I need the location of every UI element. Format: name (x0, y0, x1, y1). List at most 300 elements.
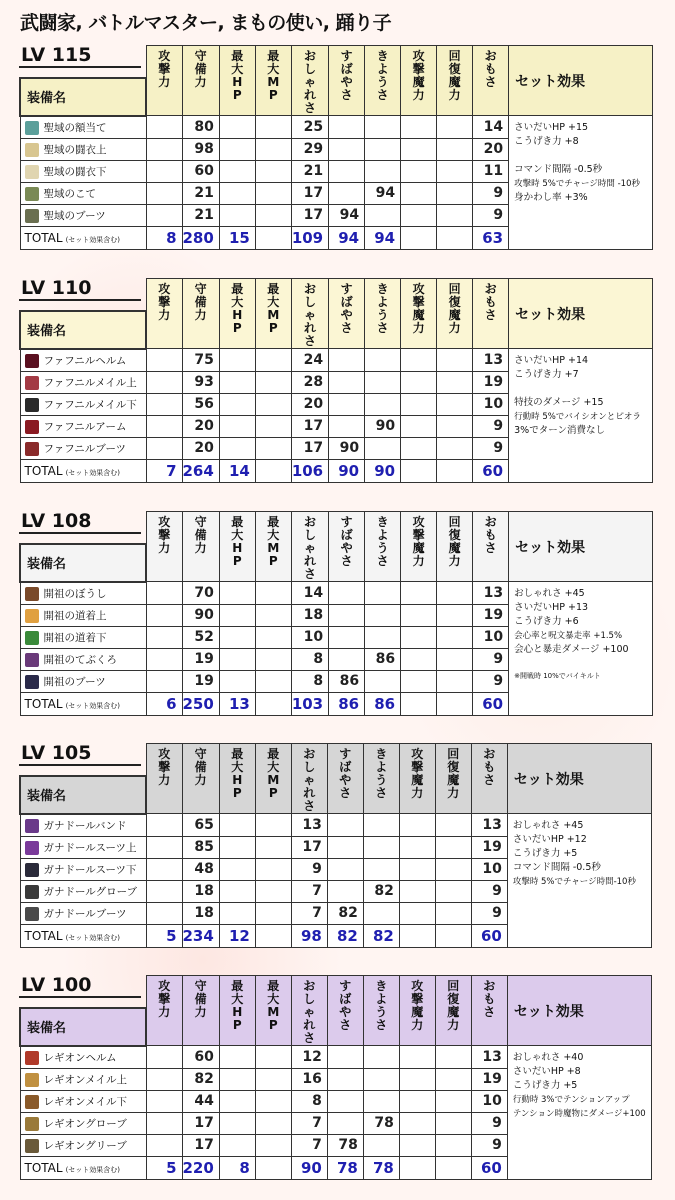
total-value (399, 924, 435, 947)
stat-value: 8 (291, 648, 328, 670)
stat-value (329, 182, 365, 204)
stat-value: 13 (473, 582, 509, 605)
stat-header (182, 744, 219, 814)
stat-header-label: おしゃれさ (303, 979, 316, 1045)
stat-header (327, 976, 363, 1046)
stat-value (329, 160, 365, 182)
stat-value: 48 (182, 858, 219, 880)
stat-value: 10 (291, 626, 328, 648)
stat-value (437, 437, 473, 459)
set-table (19, 45, 653, 250)
stat-header (401, 279, 437, 349)
stat-value (363, 1134, 399, 1156)
stat-value (435, 836, 471, 858)
stat-value (255, 349, 291, 372)
equipment-icon (25, 1095, 39, 1109)
total-label: TOTAL (24, 230, 63, 245)
stat-header-label: おしゃれさ (303, 747, 316, 813)
effect-line: 攻撃時 5%でチャージ時間-10秒 (512, 877, 636, 887)
stat-value (146, 415, 182, 437)
stat-value: 85 (182, 836, 219, 858)
stat-value (437, 349, 473, 372)
item-name: 聖域のこて (43, 187, 96, 200)
stat-value: 17 (291, 415, 328, 437)
effect-line: さいだいHP +13 (514, 602, 589, 613)
stat-value (219, 1046, 255, 1069)
stat-value (146, 902, 182, 924)
stat-value: 7 (291, 880, 327, 902)
stat-header-label: 最大HP (231, 49, 244, 102)
effect-line: コマンド間隔 -0.5秒 (514, 164, 603, 175)
total-value: 63 (473, 226, 509, 249)
total-value (255, 692, 291, 715)
stat-value: 16 (291, 1068, 327, 1090)
stat-value (401, 182, 437, 204)
stat-header (435, 744, 471, 814)
stat-value (146, 814, 182, 837)
stat-value: 9 (473, 437, 509, 459)
stat-value: 11 (473, 160, 509, 182)
stat-value: 29 (291, 138, 328, 160)
stat-value (146, 1112, 182, 1134)
stat-value (401, 582, 437, 605)
stat-value (327, 858, 363, 880)
stat-header-label: おもさ (484, 49, 497, 89)
stat-header (473, 512, 509, 582)
stat-value (435, 902, 471, 924)
stat-value (365, 604, 401, 626)
stat-header-label: すばやさ (340, 49, 353, 102)
stat-value: 9 (471, 902, 507, 924)
stat-header-label: おもさ (484, 515, 497, 555)
stat-header (363, 976, 399, 1046)
stat-header (363, 744, 399, 814)
item-name: 聖域の闘衣下 (43, 165, 107, 178)
stat-value: 7 (291, 1112, 327, 1134)
stat-header-label: 最大HP (231, 979, 244, 1032)
stat-value (399, 880, 435, 902)
item-name: 開祖のぼうし (43, 587, 107, 600)
total-value: 82 (327, 924, 363, 947)
stat-value: 10 (473, 393, 509, 415)
stat-value (437, 626, 473, 648)
stat-value: 75 (182, 349, 219, 372)
stat-value: 18 (291, 604, 328, 626)
stat-value (327, 1112, 363, 1134)
stat-header-label: 守備力 (194, 49, 207, 89)
stat-value (146, 371, 182, 393)
stat-value: 8 (291, 1090, 327, 1112)
total-note: (セット効果含む) (65, 235, 121, 244)
stat-value (219, 648, 255, 670)
stat-value (146, 1068, 182, 1090)
stat-value (435, 814, 471, 837)
set-block (19, 44, 655, 247)
stat-header-label: 最大MP (267, 49, 280, 102)
stat-value: 12 (291, 1046, 327, 1069)
stat-header-label: 攻撃力 (158, 747, 171, 787)
set-table (19, 278, 653, 483)
stat-header-label: おもさ (483, 979, 496, 1019)
table-row (20, 814, 651, 837)
stat-value (219, 204, 255, 226)
stat-value: 9 (473, 204, 509, 226)
stat-value (401, 415, 437, 437)
stat-value: 20 (291, 393, 328, 415)
stat-value (399, 1068, 435, 1090)
stat-value: 24 (291, 349, 328, 372)
stat-value (327, 836, 363, 858)
total-label-cell (20, 924, 146, 947)
stat-header-label: 回復魔力 (448, 282, 461, 335)
effect-group-1 (514, 354, 649, 382)
total-value: 90 (329, 459, 365, 482)
effect-line: 行動時 3%でテンションアップ (512, 1095, 630, 1105)
total-value: 86 (365, 692, 401, 715)
stat-value (363, 858, 399, 880)
stat-value: 13 (471, 1046, 507, 1069)
effect-line: 攻撃時 5%でチャージ時間 -10秒 (514, 179, 640, 189)
equipment-icon (25, 187, 39, 201)
total-value: 78 (327, 1156, 363, 1179)
effect-line: 特技のダメージ +15 (514, 397, 604, 408)
stat-value (219, 138, 255, 160)
stat-value (255, 1112, 291, 1134)
stat-header (146, 744, 182, 814)
equipment-icon (25, 609, 39, 623)
name-header: 装備名 (20, 1008, 146, 1046)
stat-header (399, 976, 435, 1046)
stat-header (255, 744, 291, 814)
stat-value (437, 648, 473, 670)
item-name: ファフニルアーム (43, 420, 127, 433)
stat-value (219, 437, 255, 459)
stat-value: 19 (473, 371, 509, 393)
item-name-cell (20, 858, 146, 880)
table-row (20, 1046, 651, 1069)
level-label: LV 110 (19, 278, 141, 301)
stat-value: 9 (471, 1112, 507, 1134)
stat-value: 9 (473, 670, 509, 692)
stat-header-label: すばやさ (340, 515, 353, 568)
item-name: レギオンヘルム (43, 1051, 117, 1064)
stat-value: 19 (471, 1068, 507, 1090)
effect-line: 会心率と呪文暴走率 +1.5% (514, 631, 623, 641)
stat-value (219, 1112, 255, 1134)
total-label: TOTAL (24, 696, 63, 711)
item-name-cell (20, 626, 146, 648)
stat-value: 90 (329, 437, 365, 459)
total-value: 264 (182, 459, 219, 482)
stat-value: 20 (473, 138, 509, 160)
equipment-icon (25, 376, 39, 390)
stat-value (219, 1090, 255, 1112)
stat-value (365, 393, 401, 415)
equipment-icon (25, 398, 39, 412)
stat-value: 17 (182, 1134, 219, 1156)
total-value (437, 459, 473, 482)
stat-value (255, 648, 291, 670)
effect-group-2 (514, 629, 649, 657)
stat-value (219, 604, 255, 626)
stat-value (219, 349, 255, 372)
stat-value: 94 (329, 204, 365, 226)
stat-header (219, 744, 255, 814)
total-value: 5 (146, 924, 182, 947)
equipment-icon (25, 1139, 39, 1153)
stat-value: 18 (182, 902, 219, 924)
stat-value: 14 (291, 582, 328, 605)
stat-value (146, 1046, 182, 1069)
total-label-cell (20, 1156, 146, 1179)
item-name-cell (20, 1068, 146, 1090)
level-label: LV 105 (19, 743, 141, 766)
stat-value (399, 858, 435, 880)
stat-header (255, 279, 291, 349)
stat-value: 19 (182, 670, 219, 692)
stat-header-label: 最大HP (231, 515, 244, 568)
item-name-cell (20, 371, 146, 393)
stat-header (435, 976, 471, 1046)
stat-header-label: 攻撃力 (158, 49, 171, 89)
stat-value (255, 1090, 291, 1112)
stat-value (365, 437, 401, 459)
item-name: ファフニルヘルム (43, 354, 127, 367)
stat-value: 52 (182, 626, 219, 648)
equipment-icon (25, 354, 39, 368)
equipment-icon (25, 907, 39, 921)
stat-value (435, 880, 471, 902)
stat-value: 86 (365, 648, 401, 670)
stat-value (365, 349, 401, 372)
stat-value (255, 670, 291, 692)
stat-header (146, 46, 182, 116)
equipment-icon (25, 631, 39, 645)
stat-value (365, 138, 401, 160)
stat-header-label: おしゃれさ (303, 515, 316, 581)
stat-value (146, 160, 182, 182)
page-title: 武闘家, バトルマスター, まもの使い, 踊り子 (20, 12, 392, 34)
stat-value: 18 (182, 880, 219, 902)
effect-line: こうげき力 +5 (512, 1080, 578, 1091)
total-value: 103 (291, 692, 328, 715)
total-value (401, 226, 437, 249)
stat-header (182, 279, 219, 349)
item-name-cell (20, 138, 146, 160)
item-name-cell (20, 182, 146, 204)
stat-header (255, 46, 291, 116)
stat-header (182, 976, 219, 1046)
stat-value (399, 1090, 435, 1112)
table-row (20, 582, 653, 605)
item-name-cell (20, 1112, 146, 1134)
stat-header (219, 976, 255, 1046)
stat-value (146, 1134, 182, 1156)
stat-value: 9 (473, 415, 509, 437)
item-name-cell (20, 1046, 146, 1069)
stat-value (255, 138, 291, 160)
stat-value (329, 626, 365, 648)
stat-header-label: きようさ (376, 282, 389, 335)
stat-value: 94 (365, 182, 401, 204)
stat-header (146, 976, 182, 1046)
stat-value (219, 582, 255, 605)
stat-header-label: 最大MP (267, 979, 280, 1032)
stat-value (399, 902, 435, 924)
item-name-cell (20, 160, 146, 182)
level-label: LV 108 (19, 511, 141, 534)
set-effect-cell (509, 582, 653, 716)
stat-value (219, 1134, 255, 1156)
total-label: TOTAL (24, 1160, 63, 1175)
stat-header-label: 攻撃魔力 (412, 49, 425, 102)
total-value: 60 (473, 692, 509, 715)
effect-line: 行動時 5%でバイシオンとピオラ (514, 412, 641, 422)
stat-header-label: おもさ (483, 747, 496, 787)
stat-value (401, 160, 437, 182)
stat-header (365, 279, 401, 349)
total-value (435, 924, 471, 947)
stat-header (327, 744, 363, 814)
stat-value (255, 814, 291, 837)
item-name-cell (20, 1134, 146, 1156)
item-name-cell (20, 836, 146, 858)
stat-value (437, 415, 473, 437)
stat-value (401, 648, 437, 670)
effect-line: 身かわし率 +3% (514, 192, 588, 203)
stat-value (363, 1068, 399, 1090)
stat-header (219, 512, 255, 582)
effect-line: さいだいHP +12 (512, 834, 587, 845)
set-block (19, 277, 655, 480)
stat-header-label: きようさ (376, 515, 389, 568)
equipment-icon (25, 121, 39, 135)
stat-value (327, 814, 363, 837)
item-name-cell (20, 582, 146, 605)
total-value: 8 (146, 226, 182, 249)
total-value: 94 (365, 226, 401, 249)
stat-value (437, 138, 473, 160)
stat-value (401, 349, 437, 372)
stat-value (146, 648, 182, 670)
stat-value (146, 393, 182, 415)
stat-value (401, 138, 437, 160)
stat-value (329, 648, 365, 670)
stat-value: 10 (471, 1090, 507, 1112)
stat-value: 8 (291, 670, 328, 692)
stat-header (471, 976, 507, 1046)
stat-header (291, 279, 328, 349)
stat-header (329, 512, 365, 582)
stat-value (255, 604, 291, 626)
stat-value (255, 1046, 291, 1069)
stat-value (255, 160, 291, 182)
stat-header (437, 512, 473, 582)
effect-line: こうげき力 +6 (514, 616, 579, 627)
total-value: 60 (473, 459, 509, 482)
stat-header-label: 最大MP (267, 747, 280, 800)
stat-value (399, 1112, 435, 1134)
stat-value (146, 437, 182, 459)
stat-value: 70 (182, 582, 219, 605)
stat-value (365, 626, 401, 648)
set-effect-cell (509, 349, 653, 483)
stat-value: 9 (473, 182, 509, 204)
level-label: LV 115 (19, 45, 141, 68)
equipment-icon (25, 143, 39, 157)
stat-value (219, 902, 255, 924)
equipment-icon (25, 1051, 39, 1065)
effect-line: おしゃれさ +45 (512, 820, 584, 831)
item-name: ガナドールスーツ下 (43, 863, 137, 876)
stat-value: 17 (291, 437, 328, 459)
stat-value (437, 182, 473, 204)
set-effect-header: セット効果 (507, 744, 651, 814)
stat-header (365, 46, 401, 116)
stat-value: 10 (471, 858, 507, 880)
stat-value (329, 116, 365, 139)
total-value (255, 1156, 291, 1179)
total-label-cell (20, 459, 146, 482)
table-row (20, 349, 653, 372)
stat-header-label: 守備力 (194, 515, 207, 555)
effect-line: こうげき力 +8 (514, 136, 579, 147)
set-table (19, 975, 652, 1180)
effect-line: おしゃれさ +40 (512, 1052, 584, 1063)
set-block (19, 742, 655, 945)
stat-value: 9 (471, 1134, 507, 1156)
total-value: 234 (182, 924, 219, 947)
stat-value (401, 437, 437, 459)
stat-value: 60 (182, 160, 219, 182)
effect-group-1 (513, 819, 648, 861)
equipment-icon (25, 675, 39, 689)
total-value: 109 (291, 226, 328, 249)
effect-line: おしゃれさ +45 (514, 588, 585, 599)
total-value: 7 (146, 459, 182, 482)
stat-value (255, 1134, 291, 1156)
effect-group-1 (513, 1051, 648, 1093)
stat-value (255, 437, 291, 459)
total-value (255, 226, 291, 249)
item-name-cell (20, 415, 146, 437)
total-label-cell (20, 226, 146, 249)
name-header: 装備名 (20, 78, 146, 116)
stat-value (435, 1046, 471, 1069)
stat-header-label: 最大HP (231, 747, 244, 800)
stat-value: 7 (291, 1134, 327, 1156)
stat-header-label: 攻撃力 (158, 515, 171, 555)
stat-value (401, 670, 437, 692)
item-name-cell (20, 349, 146, 372)
equipment-icon (25, 653, 39, 667)
stat-value (219, 393, 255, 415)
stat-value (363, 1090, 399, 1112)
equipment-icon (25, 420, 39, 434)
total-label-cell (20, 692, 146, 715)
stat-header-label: すばやさ (339, 747, 352, 800)
stat-value (219, 415, 255, 437)
stat-value (437, 393, 473, 415)
stat-header-label: おしゃれさ (303, 49, 316, 115)
stat-header (473, 279, 509, 349)
total-label: TOTAL (24, 463, 63, 478)
stat-value: 90 (365, 415, 401, 437)
stat-value: 10 (473, 626, 509, 648)
equipment-icon (25, 442, 39, 456)
stat-value (435, 1134, 471, 1156)
stat-header-label: きようさ (376, 49, 389, 102)
